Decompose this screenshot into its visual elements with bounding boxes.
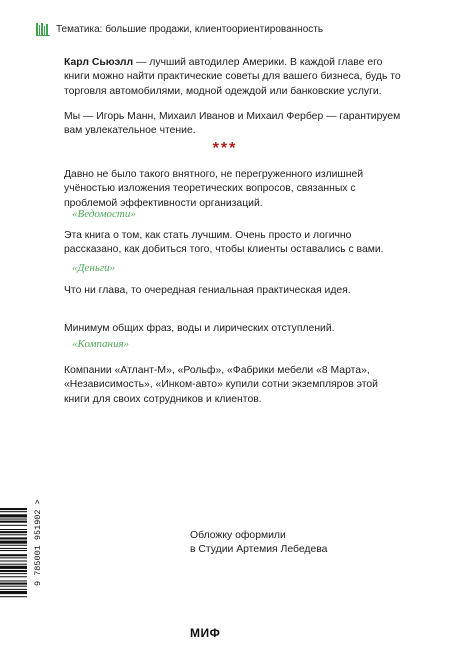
barcode-bar — [0, 521, 27, 523]
barcode-bar — [0, 564, 27, 565]
theme-line — [36, 22, 323, 36]
barcode-bar — [0, 591, 27, 594]
review-quote-3: Что ни глава, то очередная гениальная практическая идея. — [64, 285, 351, 296]
barcode-bar — [0, 570, 27, 572]
barcode-bar — [0, 586, 27, 587]
barcode-bar — [0, 566, 27, 569]
barcode-bar — [0, 519, 27, 520]
barcode-bar — [0, 583, 27, 585]
barcode-bar — [0, 557, 27, 558]
barcode-bar — [0, 596, 27, 597]
author-name: Карл Сьюэлл — [64, 57, 134, 68]
review-quote-4: Минимум общих фраз, воды и лирических отступлений. — [64, 323, 335, 334]
cover-credit-line-1: Обложку оформили — [190, 530, 286, 541]
intro-text: — лучший автодилер Америки. В каждой главе его книги можно найти практические советы для вашего бизнеса, будь то торговля автомобилями, модной одеждой или банковские услуги. — [64, 57, 401, 97]
barcode-bar — [0, 511, 27, 512]
companies-paragraph: Компании «Атлант-М», «Рольф», «Фабрики мебели «8 Марта», «Независимость», «Инком-авто» купили сотни экземпляров этой книги для своих сотрудников и клиентов. — [64, 365, 378, 405]
barcode-bar — [0, 589, 27, 590]
review-source-1: «Ведомости» — [72, 208, 136, 220]
divider-stars: *** — [212, 140, 238, 157]
barcode-bar — [0, 541, 27, 544]
barcode-bar — [0, 525, 27, 526]
barcode-bar — [0, 576, 27, 577]
barcode-bar — [0, 514, 27, 517]
barcode-digits: 9 785001 951902 > — [33, 499, 43, 586]
barcode — [0, 508, 34, 658]
theme-label: Тематика: большие продажи, клиентоориентированность — [56, 23, 324, 35]
barcode-bar — [0, 508, 27, 510]
intro-paragraph — [64, 56, 404, 99]
barcode-bar — [0, 561, 27, 562]
barcode-bar — [0, 580, 27, 581]
review-source-2: «Деньги» — [72, 262, 116, 274]
review-source-4: «Компания» — [72, 338, 130, 350]
barcode-bar — [0, 537, 27, 539]
books-icon — [36, 22, 50, 36]
guarantee-paragraph: Мы — Игорь Манн, Михаил Иванов и Михаил Фербер — гарантируем вам увлекательное чтение. — [64, 111, 401, 137]
barcode-bar — [0, 545, 27, 546]
publisher-logo: МИФ — [190, 626, 221, 640]
barcode-bar — [0, 548, 27, 549]
barcode-bar — [0, 554, 27, 556]
barcode-bar — [0, 534, 27, 535]
barcode-bar — [0, 529, 27, 530]
barcode-bar — [0, 573, 27, 574]
barcode-bar — [0, 531, 27, 533]
barcode-bar — [0, 550, 27, 551]
cover-credit-line-2: в Студии Артемия Лебедева — [190, 544, 328, 556]
cover-credit — [190, 529, 327, 558]
review-quote-1: Давно не было такого внятного, не перегруженного излишней учёностью изложения теоретических вопросов, связанных с проблемой эффективности организаций. — [64, 169, 364, 209]
review-quote-2: Эта книга о том, как стать лучшим. Очень просто и логично рассказано, как добиться того, чтобы клиенты оставались с вами. — [64, 230, 384, 256]
